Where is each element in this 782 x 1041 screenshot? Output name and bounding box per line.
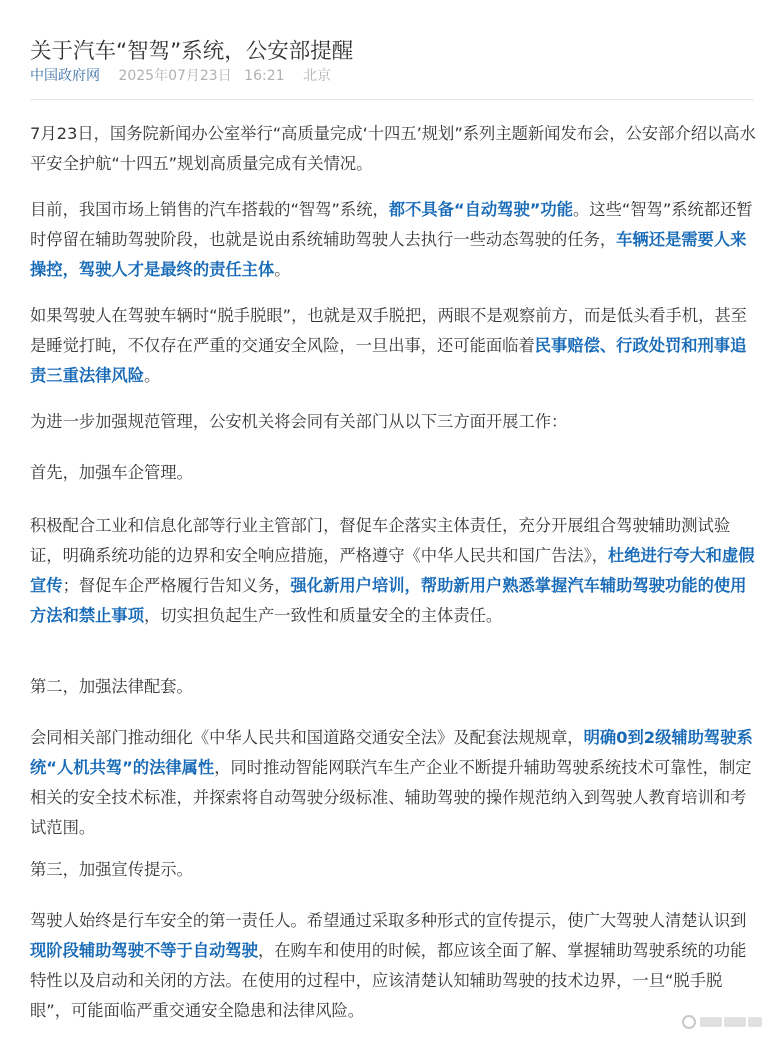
highlighted-text: 现阶段辅助驾驶不等于自动驾驶 <box>30 941 258 960</box>
highlighted-text: 都不具备“自动驾驶”功能 <box>388 200 573 219</box>
highlighted-text: 车辆还是需要人来操控，驾驶人才是最终的责任主体 <box>30 230 747 279</box>
paragraph-text: 首先，加强车企管理。 <box>30 463 193 482</box>
paragraph-text: ，同时推动智能网联汽车生产企业不断提升辅助驾驶系统技术可靠性，制定相关的安全技术标准，并探索将自动驾驶分级标准、辅助驾驶的操作规范纳入到驾驶人教育培训和考试范围。 <box>30 758 752 837</box>
highlighted-text: 强化新用户培训，帮助新用户熟悉掌握汽车辅助驾驶功能的使用方法和禁止事项 <box>30 576 747 625</box>
paragraph-9 <box>30 855 760 885</box>
paragraph-3 <box>30 301 760 391</box>
paragraph-5 <box>30 458 760 488</box>
paragraph-text: 。 <box>143 366 161 385</box>
paragraph-7 <box>30 672 760 702</box>
watermark-logo <box>682 1010 762 1034</box>
paragraph-4 <box>30 407 760 437</box>
highlighted-text: 杜绝进行夸大和虚假宣传 <box>30 546 755 595</box>
paragraph-8 <box>30 723 760 843</box>
paragraph-text: 驾驶人始终是行车安全的第一责任人。希望通过采取多种形式的宣传提示，使广大驾驶人清楚认识到 <box>30 911 747 930</box>
publish-time: 16:21 <box>244 68 285 84</box>
paragraph-text: 目前，我国市场上销售的汽车搭载的“智驾”系统， <box>30 200 389 219</box>
paragraph-1 <box>30 119 760 179</box>
highlighted-text: 明确0到2级辅助驾驶系统“人机共驾”的法律属性 <box>30 728 753 777</box>
paragraph-text: ，在购车和使用的时候，都应该全面了解、掌握辅助驾驶系统的功能特性以及启动和关闭的方法。在使用的过程中，应该清楚认知辅助驾驶的技术边界，一旦“脱手脱眼”，可能面临严重交通安全隐患和法律风险。 <box>30 941 747 1020</box>
watermark-bar-icon <box>724 1017 746 1027</box>
paragraph-text: 。 <box>274 260 291 279</box>
paragraph-6 <box>30 511 760 631</box>
paragraph-text: ，切实担负起生产一致性和质量安全的主体责任。 <box>143 606 503 625</box>
watermark-bar-icon <box>748 1017 762 1027</box>
paragraph-text: 第二，加强法律配套。 <box>30 677 193 696</box>
publish-date: 2025年07月23日 <box>118 68 232 84</box>
article-meta <box>30 63 331 89</box>
article-title: 关于汽车“智驾”系统，公安部提醒 <box>30 39 354 65</box>
paragraph-text: 积极配合工业和信息化部等行业主管部门，督促车企落实主体责任，充分开展组合驾驶辅助测试验证，明确系统功能的边界和安全响应措施，严格遵守《中华人民共和国广告法》， <box>30 516 731 565</box>
paragraph-text: 。这些“智驾”系统都还暂时停留在辅助驾驶阶段，也就是说由系统辅助驾驶人去执行一些动态驾驶的任务， <box>30 200 753 249</box>
paragraph-text: 第三，加强宣传提示。 <box>30 860 193 879</box>
paragraph-text: 如果驾驶人在驾驶车辆时“脱手脱眼”，也就是双手脱把，两眼不是观察前方，而是低头看手机，甚至是睡觉打盹，不仅存在严重的交通安全风险，一旦出事，还可能面临着 <box>30 306 747 355</box>
paragraph-2 <box>30 195 760 285</box>
header-divider <box>30 99 754 100</box>
publish-location: 北京 <box>302 68 331 84</box>
paragraph-10 <box>30 906 760 1026</box>
watermark-bar-icon <box>700 1017 722 1027</box>
paragraph-text: 为进一步加强规范管理，公安机关将会同有关部门从以下三方面开展工作： <box>30 412 568 431</box>
highlighted-text: 民事赔偿、行政处罚和刑事追责三重法律风险 <box>30 336 747 385</box>
paragraph-text: 会同相关部门推动细化《中华人民共和国道路交通安全法》及配套法规规章， <box>30 728 584 747</box>
paragraph-text: ；督促车企严格履行告知义务， <box>62 576 291 595</box>
source-link[interactable]: 中国政府网 <box>30 68 100 84</box>
watermark-circle-icon <box>682 1015 696 1029</box>
paragraph-text: 7月23日，国务院新闻办公室举行“高质量完成‘十四五’规划”系列主题新闻发布会，公安部介绍以高水平安全护航“十四五”规划高质量完成有关情况。 <box>30 124 756 173</box>
